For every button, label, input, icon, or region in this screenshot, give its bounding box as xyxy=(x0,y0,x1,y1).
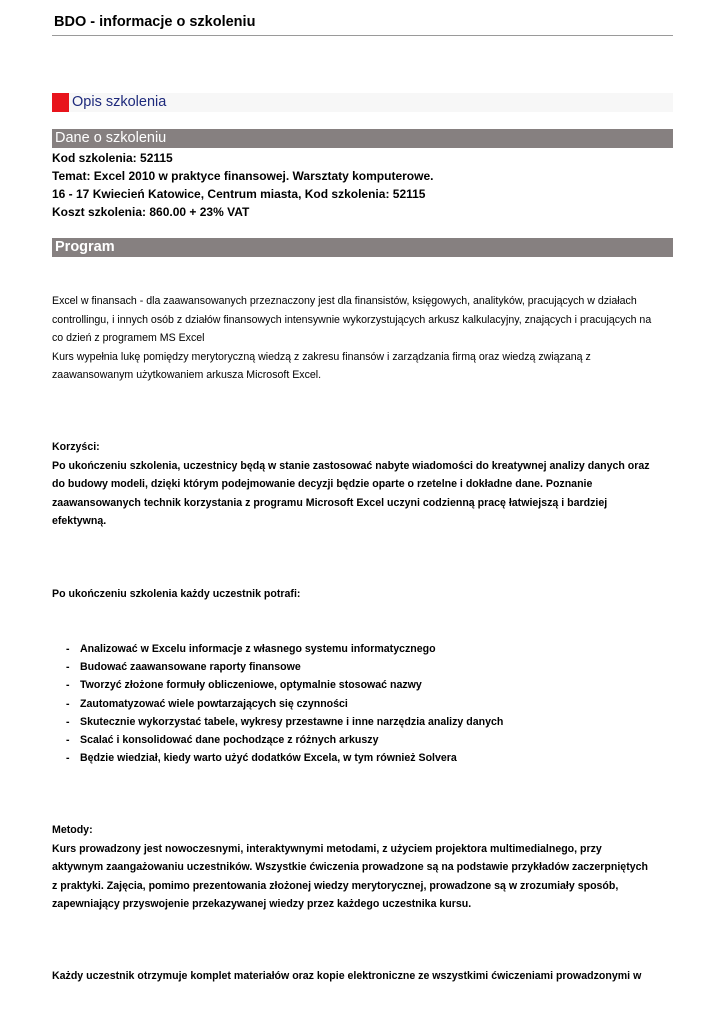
list-item: - Analizować w Excelu informacje z własnego systemu informatycznego xyxy=(66,640,503,658)
korzysci-block xyxy=(52,438,677,531)
list-item: - Zautomatyzować wiele powtarzających się czynności xyxy=(66,695,503,713)
opis-section-bar xyxy=(52,93,673,112)
metody-block xyxy=(52,821,677,914)
course-cost: Koszt szkolenia: 860.00 + 23% VAT xyxy=(52,205,250,219)
text-line: Excel w finansach - dla zaawansowanych przeznaczony jest dla finansistów, księgowych, analityków, pracujących w działach xyxy=(52,295,637,307)
list-item: - Będzie wiedział, kiedy warto użyć dodatków Excela, w tym również Solvera xyxy=(66,749,503,767)
list-item: - Skutecznie wykorzystać tabele, wykresy przestawne i inne narzędzia analizy danych xyxy=(66,713,503,731)
list-item: - Scalać i konsolidować dane pochodzące z różnych arkuszy xyxy=(66,731,503,749)
opis-section-title: Opis szkolenia xyxy=(72,94,167,110)
dane-details xyxy=(52,149,433,221)
text-line: z praktyki. Zajęcia, pomimo prezentowania złożonej wiedzy merytorycznej, prowadzone są w zrozumiały sposób, xyxy=(52,879,619,892)
course-date-location: 16 - 17 Kwiecień Katowice, Centrum miasta, Kod szkolenia: 52115 xyxy=(52,187,426,201)
list-item: - Tworzyć złożone formuły obliczeniowe, optymalnie stosować nazwy xyxy=(66,676,503,694)
text-line: zaawansowanym użytkowaniem arkusza Microsoft Excel. xyxy=(52,369,322,382)
course-topic: Temat: Excel 2010 w praktyce finansowej. Warsztaty komputerowe. xyxy=(52,169,434,183)
text-line: zapewniający przyswojenie przekazywanej wiedzy przez każdego uczestnika kursu. xyxy=(52,898,472,911)
course-code: Kod szkolenia: 52115 xyxy=(52,151,173,165)
program-intro xyxy=(52,292,677,385)
text-line: efektywną. xyxy=(52,515,107,528)
page-header-title: BDO - informacje o szkoleniu xyxy=(54,14,256,30)
text-line: do budowy modeli, dzięki którym podejmowanie decyzji będzie oparte o rzetelne i dokładne dane. Poznanie xyxy=(52,478,593,491)
text-line: aktywnym zaangażowaniu uczestników. Wszystkie ćwiczenia prowadzone są na podstawie przykładów zaczerpniętych xyxy=(52,861,648,874)
text-line: Kurs prowadzony jest nowoczesnymi, interaktywnymi metodami, z użyciem projektora multimedialnego, przy xyxy=(52,842,602,855)
text-line: Po ukończeniu szkolenia, uczestnicy będą w stanie zastosować nabyte wiadomości do kreatywnej analizy danych oraz xyxy=(52,459,650,472)
dane-section-title: Dane o szkoleniu xyxy=(55,130,167,146)
program-section-bar xyxy=(52,238,673,257)
red-square-icon xyxy=(52,93,69,112)
text-line: co dzień z programem MS Excel xyxy=(52,332,205,345)
skills-list xyxy=(66,640,503,767)
program-section-title: Program xyxy=(55,239,115,255)
skills-heading: Po ukończeniu szkolenia każdy uczestnik potrafi: xyxy=(52,588,301,600)
header-divider xyxy=(52,35,673,36)
korzysci-heading: Korzyści: xyxy=(52,441,100,453)
materials-line: Każdy uczestnik otrzymuje komplet materiałów oraz kopie elektroniczne ze wszystkimi ćwiczeniami prowadzonymi w xyxy=(52,970,642,982)
text-line: zaawansowanych technik korzystania z programu Microsoft Excel uczyni codzienną pracę łatwiejszą i bardziej xyxy=(52,496,608,509)
text-line: Kurs wypełnia lukę pomiędzy merytoryczną wiedzą z zakresu finansów i zarządzania firmą oraz wiedzą związaną z xyxy=(52,350,591,363)
text-line: controllingu, i innych osób z działów finansowych intensywnie wykorzystujących arkusz kalkulacyjny, znających i pracujących na xyxy=(52,313,652,326)
metody-heading: Metody: xyxy=(52,824,93,836)
dane-section-bar xyxy=(52,129,673,148)
list-item: - Budować zaawansowane raporty finansowe xyxy=(66,658,503,676)
